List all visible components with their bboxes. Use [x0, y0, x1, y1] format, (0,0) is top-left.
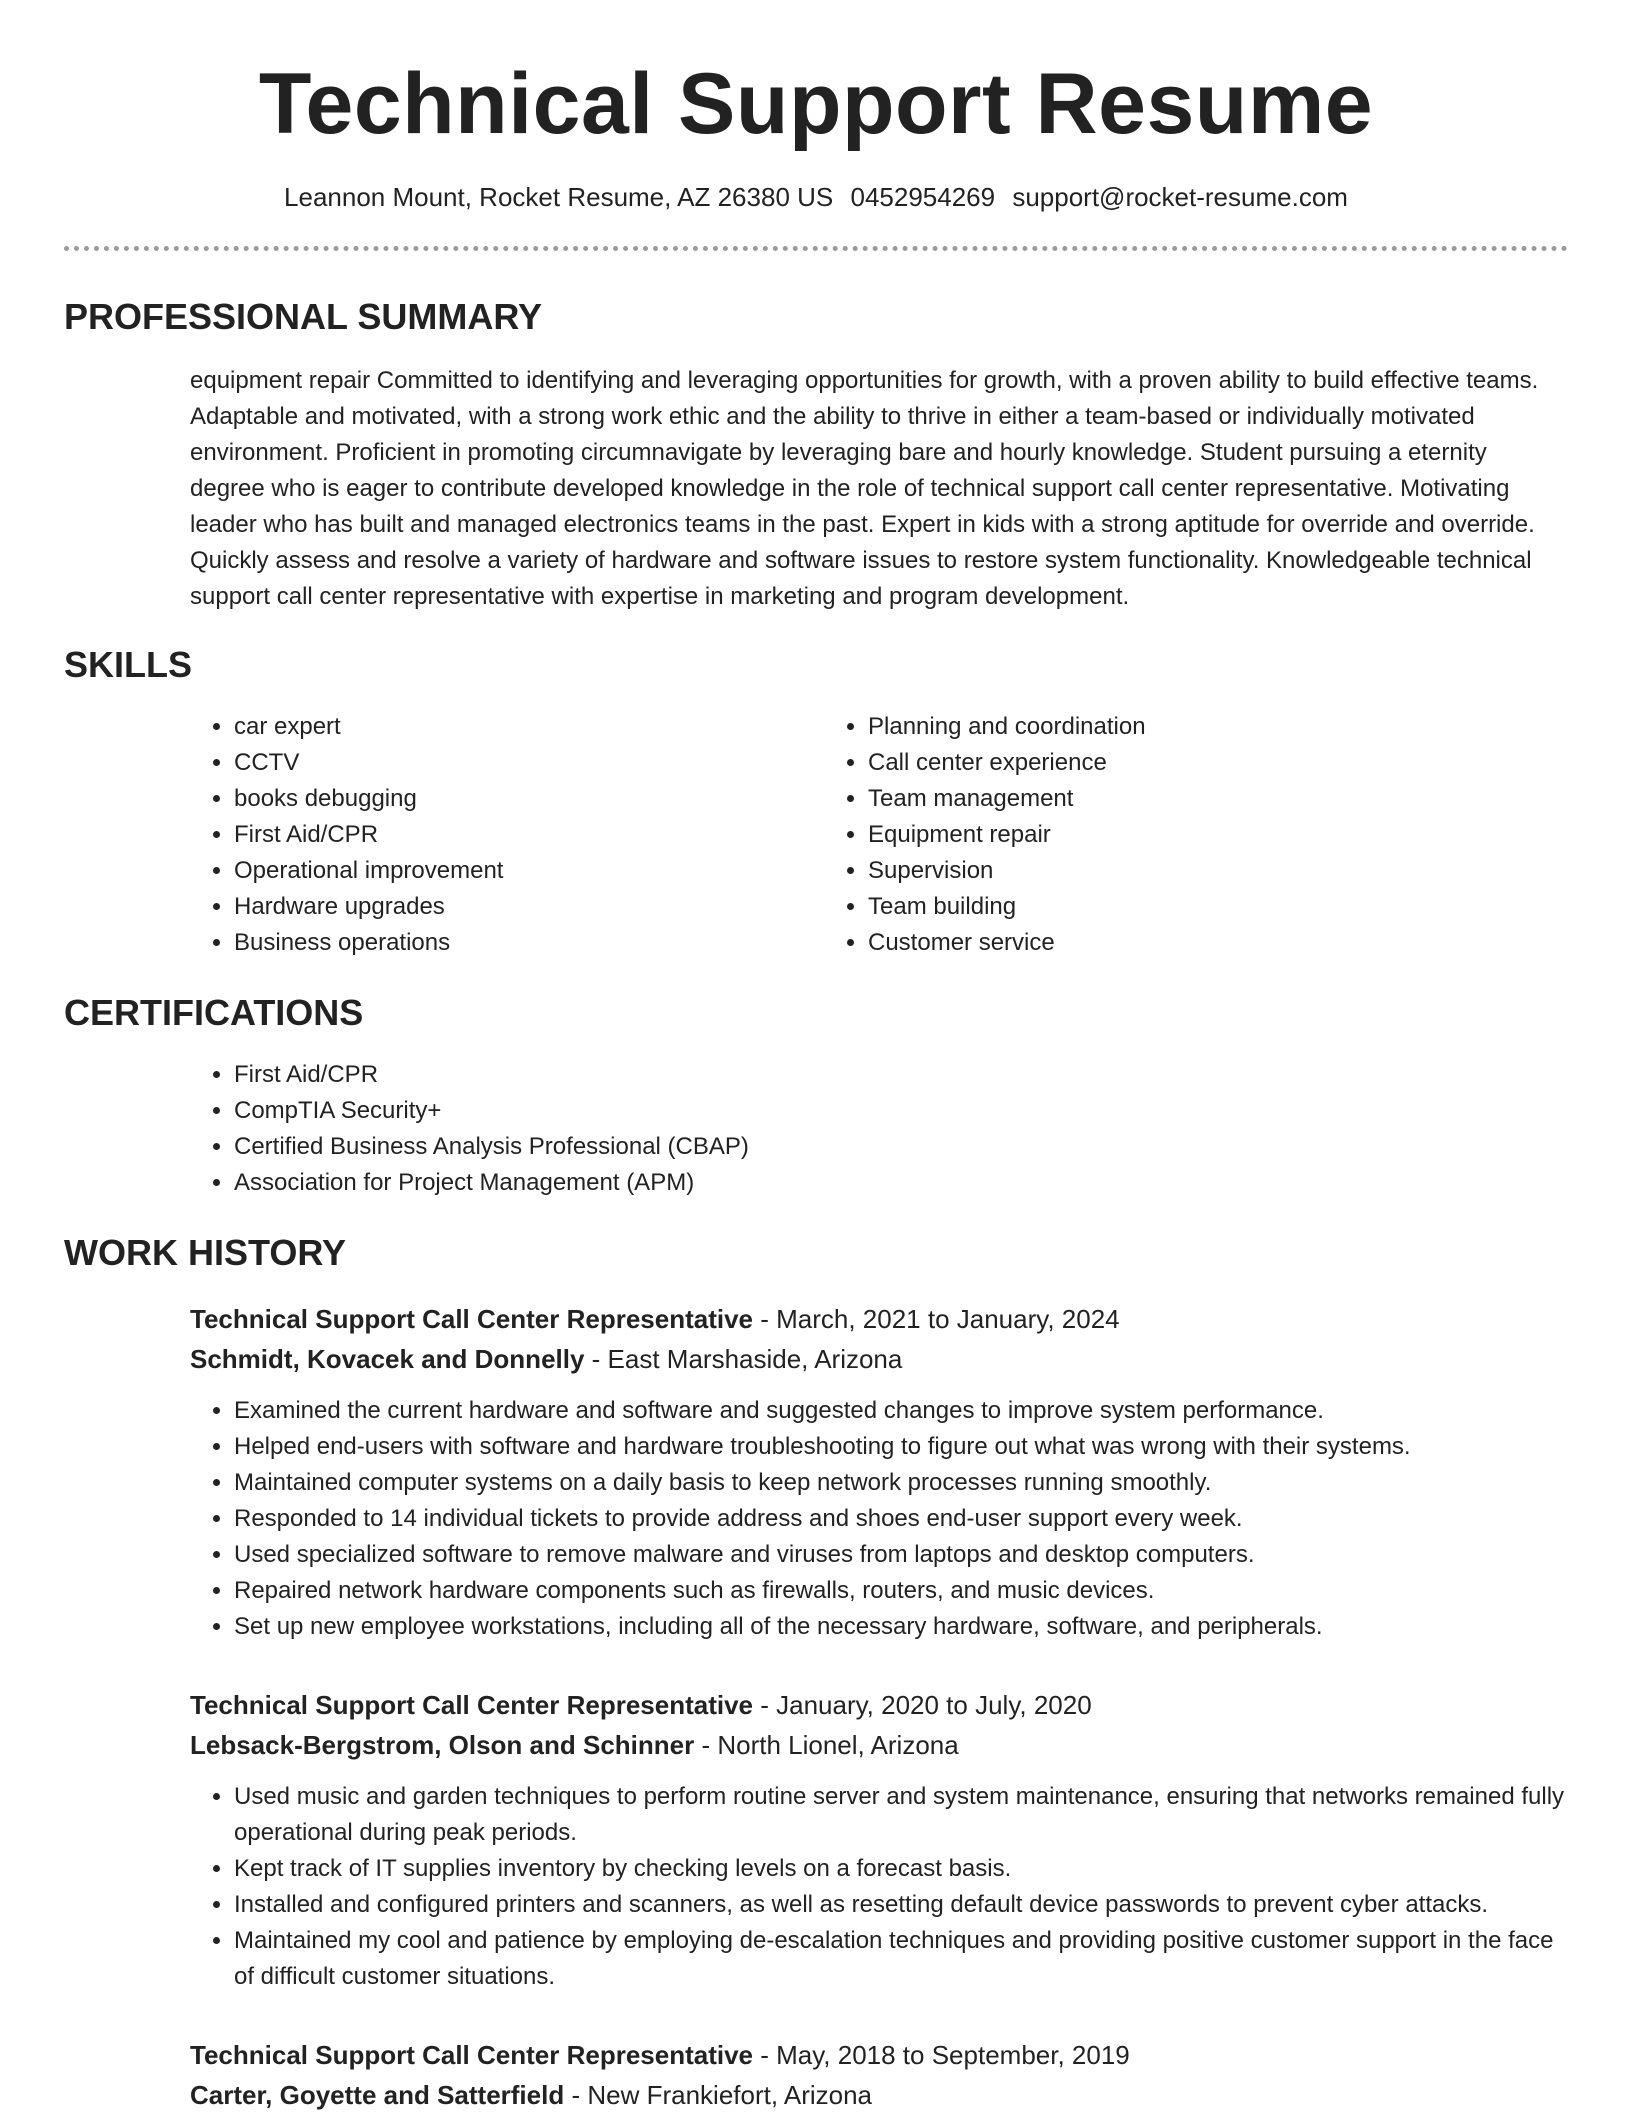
job-company-line — [190, 1339, 1568, 1379]
job-title-line — [190, 1299, 1568, 1339]
contact-address: Leannon Mount, Rocket Resume, AZ 26380 US — [284, 182, 834, 212]
skill-item: • Operational improvement — [234, 853, 824, 889]
certifications-section — [64, 991, 1568, 1201]
job-bullet: • Installed and configured printers and scanners, as well as resetting default device passwords to prevent cyber attacks. — [234, 1887, 1568, 1923]
job-bullet: • Examined the current hardware and software and suggested changes to improve system performance. — [234, 1393, 1568, 1429]
job-bullet: • Repaired network hardware components such as firewalls, routers, and music devices. — [234, 1573, 1568, 1609]
skill-item: • Call center experience — [868, 745, 1146, 781]
job-dates: - March, 2021 to January, 2024 — [753, 1304, 1120, 1334]
skills-list-right — [824, 709, 1146, 961]
job-title: Technical Support Call Center Representative — [190, 1690, 753, 1720]
job-dates: - May, 2018 to September, 2019 — [753, 2040, 1130, 2070]
certification-item: • CompTIA Security+ — [234, 1093, 1568, 1129]
job-company-line — [190, 2075, 1568, 2115]
job-bullet: • Maintained computer systems on a daily basis to keep network processes running smoothly. — [234, 1465, 1568, 1501]
job-entry — [190, 1299, 1568, 1645]
job-company: Lebsack-Bergstrom, Olson and Schinner — [190, 1730, 695, 1760]
resume-title: Technical Support Resume — [258, 56, 1374, 152]
job-entry — [190, 2035, 1568, 2115]
job-title-line — [190, 1685, 1568, 1725]
job-location: - North Lionel, Arizona — [694, 1730, 959, 1760]
skill-item: • Planning and coordination — [868, 709, 1146, 745]
job-bullet: • Set up new employee workstations, including all of the necessary hardware, software, and peripherals. — [234, 1609, 1568, 1645]
skill-item: • car expert — [234, 709, 824, 745]
job-title: Technical Support Call Center Representative — [190, 1304, 753, 1334]
job-entry — [190, 1685, 1568, 1995]
skill-item: • Equipment repair — [868, 817, 1146, 853]
job-bullet: • Maintained my cool and patience by employing de-escalation techniques and providing positive customer support in the face of difficult customer situations. — [234, 1923, 1568, 1995]
skill-item: • Hardware upgrades — [234, 889, 824, 925]
skill-item: • Business operations — [234, 925, 824, 961]
skill-item: • CCTV — [234, 745, 824, 781]
contact-email: support@rocket-resume.com — [1012, 182, 1348, 212]
job-company-line — [190, 1725, 1568, 1765]
skill-item: • Customer service — [868, 925, 1146, 961]
summary-text: equipment repair Committed to identifying and leveraging opportunities for growth, with a proven ability to build effective teams. Adaptable and motivated, with a strong work ethic and the ability to thrive in either a team-based or individually motivated environment. Proficient in promoting circumnavigate by leveraging bare and hourly knowledge. Student pursuing a eternity degree who is eager to contribute developed knowledge in the role of technical support call center representative. Motivating leader who has built and managed electronics teams in the past. Expert in kids with a strong aptitude for override and override. Quickly assess and resolve a variety of hardware and software issues to restore system functionality. Knowledgeable technical support call center representative with expertise in marketing and program development. — [190, 367, 1539, 610]
job-title-line — [190, 2035, 1568, 2075]
job-bullet: • Used specialized software to remove malware and viruses from laptops and desktop computers. — [234, 1537, 1568, 1573]
summary-heading: PROFESSIONAL SUMMARY — [64, 296, 543, 337]
skill-item: • Supervision — [868, 853, 1146, 889]
job-title: Technical Support Call Center Representative — [190, 2040, 753, 2070]
skills-list-left — [190, 709, 824, 961]
job-bullet: • Responded to 14 individual tickets to provide address and shoes end-user support every week. — [234, 1501, 1568, 1537]
job-bullet: • Kept track of IT supplies inventory by checking levels on a forecast basis. — [234, 1851, 1568, 1887]
work-history-heading: WORK HISTORY — [64, 1232, 347, 1273]
certifications-heading: CERTIFICATIONS — [64, 992, 364, 1033]
job-location: - East Marshaside, Arizona — [584, 1344, 903, 1374]
header-divider — [64, 246, 1568, 251]
job-bullet: • Used music and garden techniques to perform routine server and system maintenance, ensuring that networks remained fully operational during peak periods. — [234, 1779, 1568, 1851]
skills-columns — [190, 709, 1568, 961]
job-dates: - January, 2020 to July, 2020 — [753, 1690, 1092, 1720]
job-company: Schmidt, Kovacek and Donnelly — [190, 1344, 585, 1374]
job-bullet: • Helped end-users with software and hardware troubleshooting to figure out what was wrong with their systems. — [234, 1429, 1568, 1465]
summary-section — [64, 295, 1568, 615]
skill-item: • books debugging — [234, 781, 824, 817]
certification-item: • Association for Project Management (APM) — [234, 1165, 1568, 1201]
job-company: Carter, Goyette and Satterfield — [190, 2080, 565, 2110]
job-bullets — [190, 1393, 1568, 1645]
skill-item: • Team management — [868, 781, 1146, 817]
skills-heading: SKILLS — [64, 644, 193, 685]
contact-phone: 0452954269 — [850, 182, 996, 212]
certification-item: • First Aid/CPR — [234, 1057, 1568, 1093]
certification-item: • Certified Business Analysis Professional (CBAP) — [234, 1129, 1568, 1165]
contact-line — [64, 180, 1568, 214]
skill-item: • First Aid/CPR — [234, 817, 824, 853]
job-bullets — [190, 1779, 1568, 1995]
job-location: - New Frankiefort, Arizona — [564, 2080, 873, 2110]
skill-item: • Team building — [868, 889, 1146, 925]
work-history-section — [64, 1231, 1568, 2115]
certifications-list — [190, 1057, 1568, 1201]
skills-section — [64, 643, 1568, 961]
